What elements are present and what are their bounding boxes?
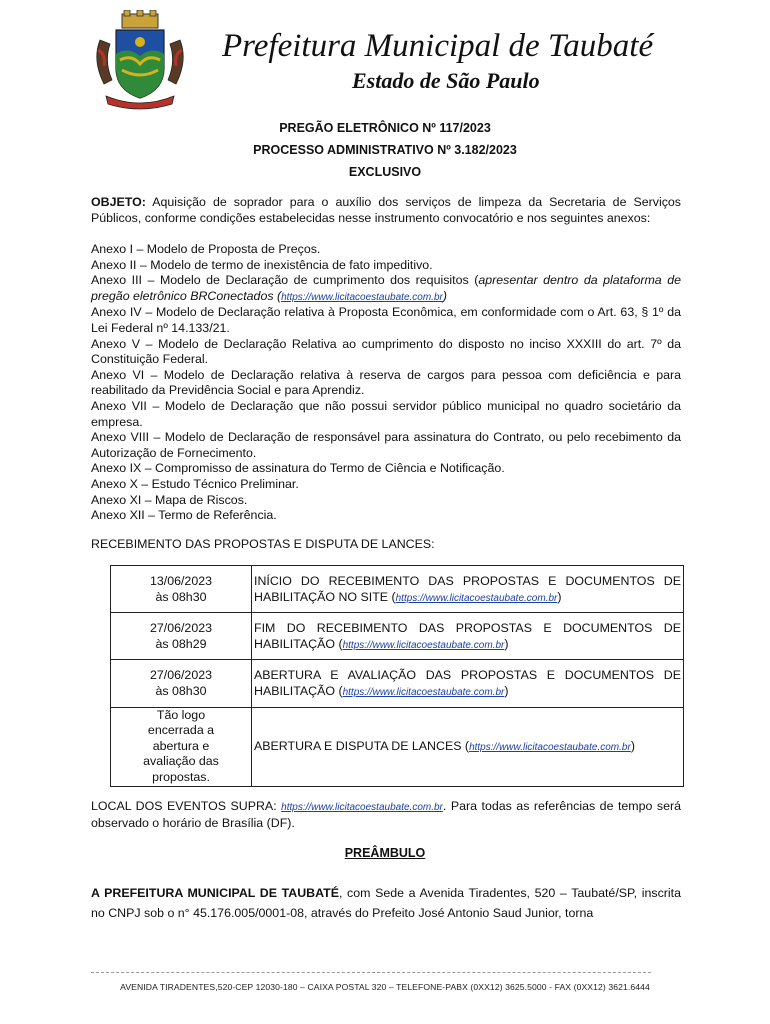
schedule-date: 13/06/2023 [149,574,212,588]
licitacoes-link[interactable]: https://www.licitacoestaubate.com.br [281,802,443,813]
schedule-event-end: ) [557,589,562,604]
footer-address: AVENIDA TIRADENTES,520-CEP 12030-180 – CAIXA POSTAL 320 – TELEFONE-PABX (0XX12) 3625.5000 - FAX (0XX12) 3621.6444 [120,982,650,992]
preambulo-paragraph [91,883,681,923]
schedule-time: às 08h29 [155,636,207,651]
annex-text-italic: ) [442,288,447,303]
objeto-label: OBJETO: [91,195,146,209]
annex-item: Anexo II – Modelo de termo de inexistência de fato impeditivo. [91,257,433,272]
local-text: . Para todas as referências de tempo será observado o horário de Brasília (DF). [91,799,681,830]
schedule-time: às 08h30 [155,589,207,604]
schedule-event: ABERTURA E DISPUTA DE LANCES ( [254,739,470,754]
doc-exclusivo: EXCLUSIVO [348,165,422,179]
schedule-date-cell [111,707,252,786]
table-row [111,613,684,660]
annex-item: Anexo X – Estudo Técnico Preliminar. [91,476,299,491]
doc-pregao-number: PREGÃO ELETRÔNICO Nº 117/2023 [279,121,491,135]
header-subtitle: Estado de São Paulo [352,68,540,93]
schedule-event-cell [252,707,684,786]
objeto-text: Aquisição de soprador para o auxílio dos serviços de limpeza da Secretaria de Serviços Públicos, conforme condições estabelecidas nesse instrumento convocatório e nos seguintes anexos: [91,195,681,225]
objeto-paragraph [91,195,681,226]
schedule-date-cell [111,660,252,707]
preambulo-bold: A PREFEITURA MUNICIPAL DE TAUBATÉ [91,886,339,900]
licitacoes-link[interactable]: https://www.licitacoestaubate.com.br [342,686,505,698]
licitacoes-link[interactable]: https://www.licitacoestaubate.com.br [281,291,443,303]
annex-item [91,273,681,305]
schedule-date-cell [111,566,252,613]
annex-item: Anexo V – Modelo de Declaração Relativa ao cumprimento do disposto no inciso XXXIII do art. 7º da Constituição Federal. [91,336,681,367]
annex-item: Anexo VII – Modelo de Declaração que não possui servidor público municipal no quadro societário da empresa. [91,398,681,429]
doc-processo-number: PROCESSO ADMINISTRATIVO Nº 3.182/2023 [253,143,517,157]
schedule-table [110,565,684,787]
schedule-event-cell [252,613,684,660]
schedule-event: INÍCIO DO RECEBIMENTO DAS PROPOSTAS E DOCUMENTOS DE HABILITAÇÃO NO SITE ( [254,574,681,604]
table-row [111,707,684,786]
annex-item: Anexo VI – Modelo de Declaração relativa à reserva de cargos para pessoa com deficiência e para reabilitado da Previdência Social e para Aprendiz. [91,367,681,398]
local-paragraph [91,799,681,831]
schedule-event-end: ) [504,683,509,698]
table-row [111,566,684,613]
annex-text-italic: apresentar dentro da plataforma de pregão eletrônico BRConectados ( [91,273,682,303]
annex-item: Anexo XI – Mapa de Riscos. [91,492,248,507]
header-title: Prefeitura Municipal de Taubaté [222,28,654,64]
schedule-date: 27/06/2023 [149,668,212,683]
licitacoes-link[interactable]: https://www.licitacoestaubate.com.br [342,639,505,651]
annex-item: Anexo I – Modelo de Proposta de Preços. [91,242,321,256]
coat-of-arms-icon [92,10,188,110]
schedule-event: FIM DO RECEBIMENTO DAS PROPOSTAS E DOCUMENTOS DE HABILITAÇÃO ( [254,621,681,651]
schedule-event-cell [252,660,684,707]
schedule-heading: RECEBIMENTO DAS PROPOSTAS E DISPUTA DE LANCES: [91,537,435,551]
preambulo-title: PREÂMBULO [344,846,426,860]
schedule-event-cell [252,566,684,613]
table-row [111,660,684,707]
schedule-time: às 08h30 [155,683,207,698]
preambulo-text: , com Sede a Avenida Tiradentes, 520 – Taubaté/SP, inscrita no CNPJ sob o n° 45.176.005/0001-08, através do Prefeito José Antonio Saud Junior, torna [91,886,682,920]
annex-item: Anexo VIII – Modelo de Declaração de responsável para assinatura do Contrato, ou pelo recebimento da Autorização de Fornecimento. [91,430,681,460]
footer-divider [91,972,651,973]
annex-item: Anexo XII – Termo de Referência. [91,508,277,523]
schedule-event: ABERTURA E AVALIAÇÃO DAS PROPOSTAS E DOCUMENTOS DE HABILITAÇÃO ( [254,668,681,698]
annex-text: Anexo III – Modelo de Declaração de cumprimento dos requisitos ( [91,273,479,288]
annex-item: Anexo IX – Compromisso de assinatura do Termo de Ciência e Notificação. [91,461,505,476]
schedule-event-end: ) [630,739,635,754]
licitacoes-link[interactable]: https://www.licitacoestaubate.com.br [395,592,558,604]
schedule-date-cell [111,613,252,660]
schedule-date: Tão logo encerrada a abertura e avaliação das propostas. [143,707,219,784]
annex-list [91,242,681,524]
licitacoes-link[interactable]: https://www.licitacoestaubate.com.br [469,742,631,754]
annex-item: Anexo IV – Modelo de Declaração relativa à Proposta Econômica, em conformidade com o Art. 63, § 1º da Lei Federal nº 14.133/21. [91,305,681,335]
local-label: LOCAL DOS EVENTOS SUPRA: [91,799,282,813]
schedule-date: 27/06/2023 [149,621,212,636]
schedule-event-end: ) [504,636,509,651]
